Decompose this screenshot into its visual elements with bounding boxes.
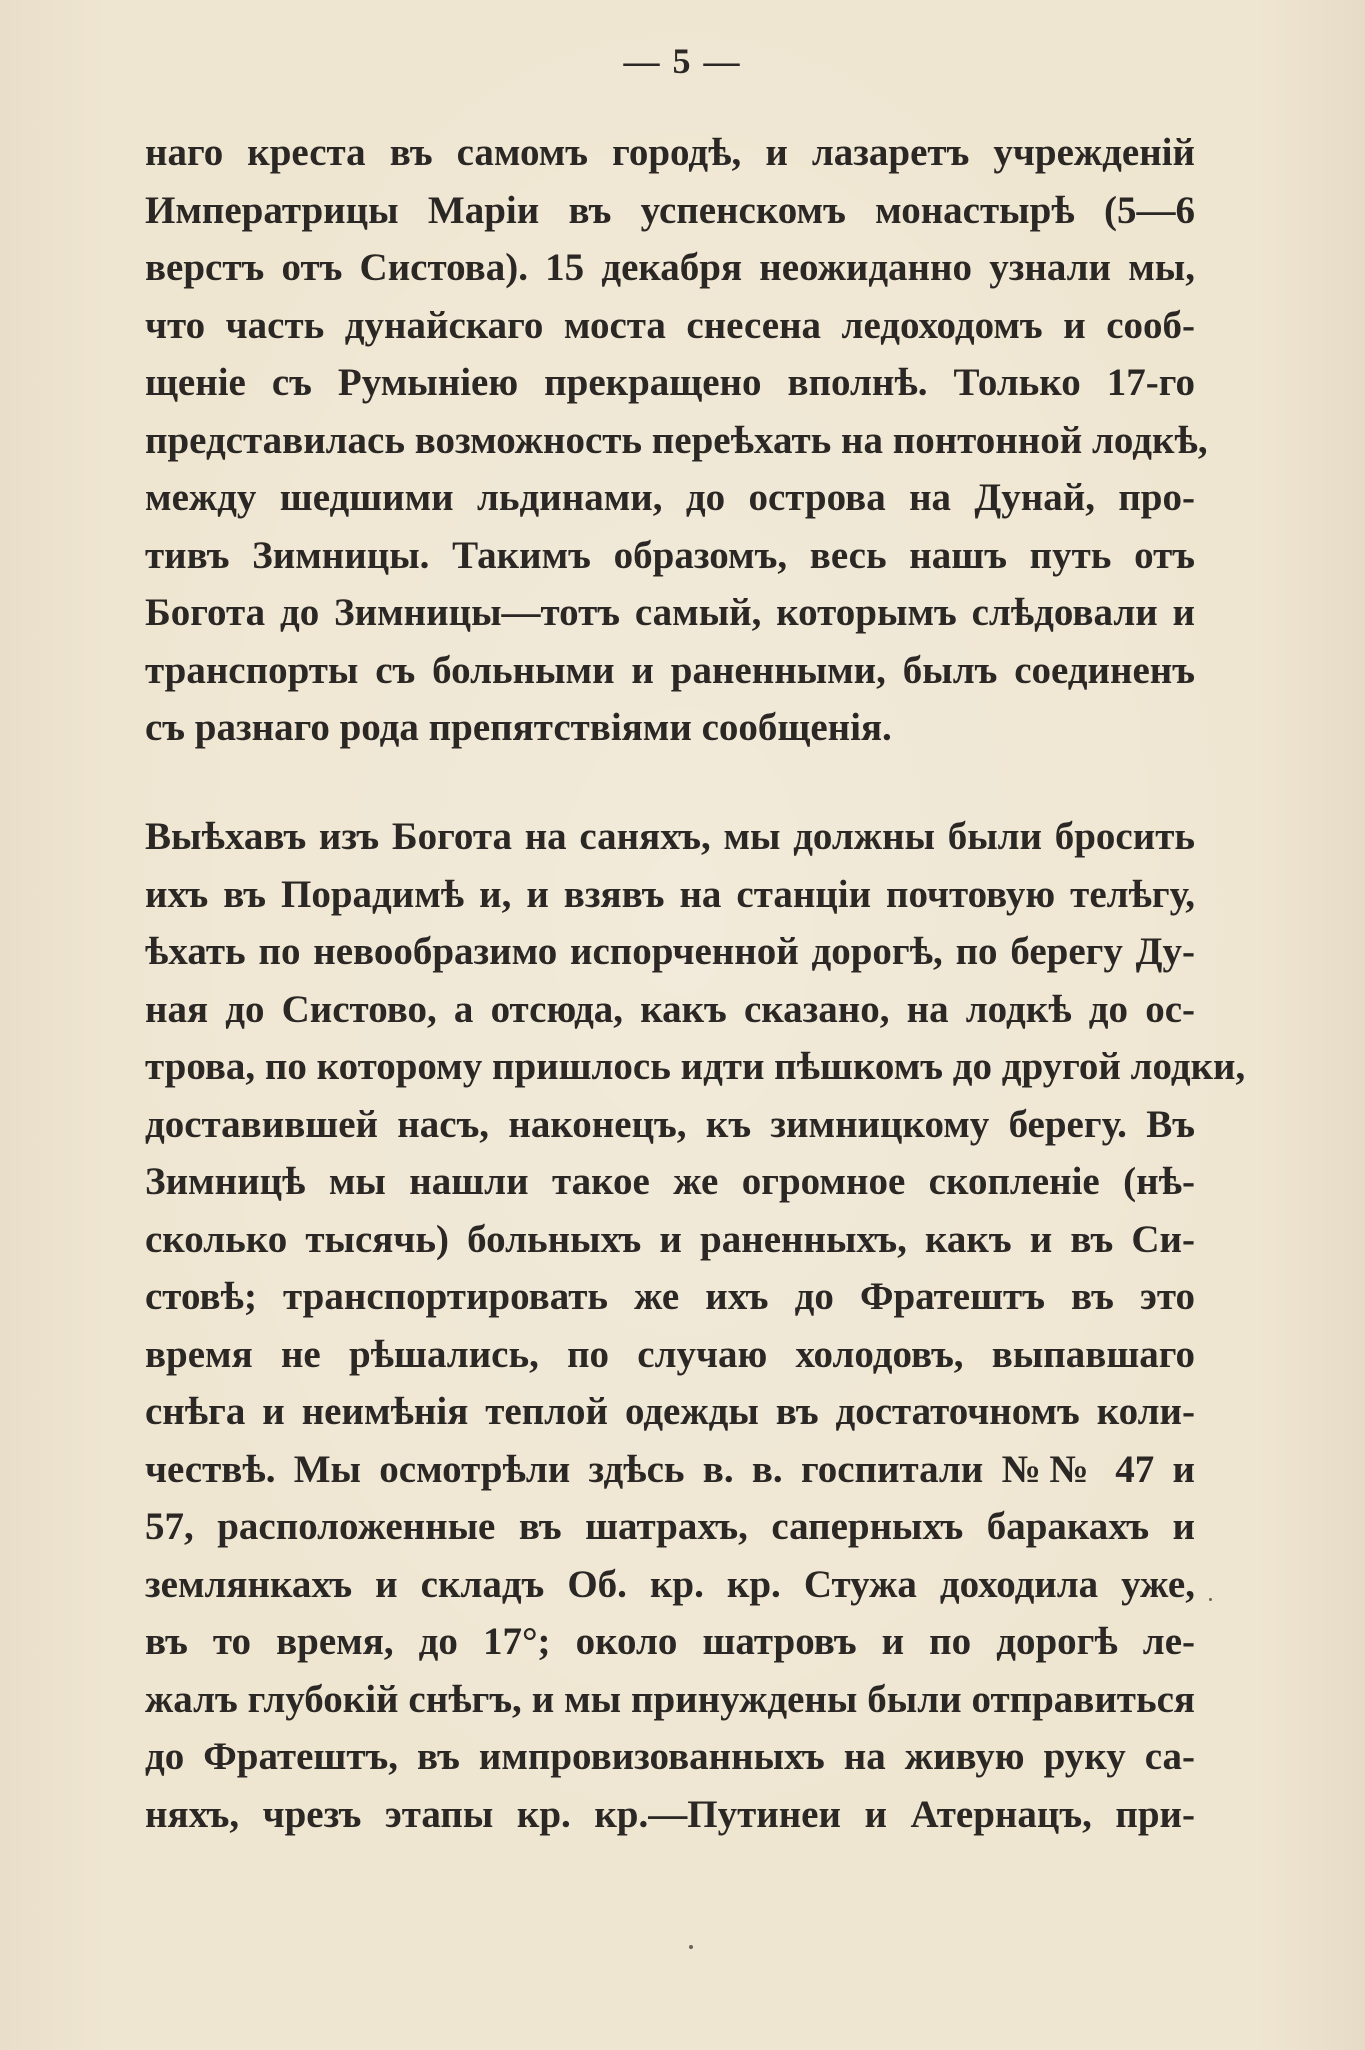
text-line: между шедшими льдинами, до острова на Дунай, про- bbox=[145, 476, 1195, 519]
text-line: транспорты съ больными и раненными, былъ соединенъ bbox=[145, 648, 1195, 692]
paper-speck bbox=[689, 1945, 693, 1949]
text-line: до Фратештъ, въ импровизованныхъ на живую руку са- bbox=[145, 1735, 1195, 1778]
text-line: время не рѣшались, по случаю холодовъ, выпавшаго bbox=[145, 1332, 1195, 1376]
paragraph-2 bbox=[145, 808, 1246, 1843]
text-line: снѣга и неимѣнія теплой одежды въ достаточномъ коли- bbox=[145, 1390, 1195, 1433]
text-line: щеніе съ Румыніею прекращено вполнѣ. Только 17-го bbox=[145, 361, 1195, 404]
text-line: Выѣхавъ изъ Богота на саняхъ, мы должны были бросить bbox=[145, 815, 1195, 858]
text-line: представилась возможность переѣхать на понтонной лодкѣ, bbox=[145, 418, 1208, 462]
text-line: ихъ въ Порадимѣ и, и взявъ на станціи почтовую телѣгу, bbox=[145, 872, 1195, 916]
text-line: верстъ отъ Систова). 15 декабря неожиданно узнали мы, bbox=[145, 246, 1195, 289]
text-line: жалъ глубокій снѣгъ, и мы принуждены были отправиться bbox=[145, 1677, 1195, 1721]
text-line: ная до Систово, а отсюда, какъ сказано, на лодкѣ до ос- bbox=[145, 987, 1195, 1031]
text-line: ѣхать по невообразимо испорченной дорогѣ, по берегу Ду- bbox=[145, 930, 1195, 973]
text-line: сколько тысячь) больныхъ и раненныхъ, какъ и въ Си- bbox=[145, 1217, 1195, 1261]
text-line: что часть дунайскаго моста снесена ледоходомъ и сооб- bbox=[145, 303, 1195, 347]
text-line: съ разнаго рода препятствіями сообщенія. bbox=[145, 706, 892, 749]
paragraph-1 bbox=[145, 124, 1208, 757]
text-line: наго креста въ самомъ городѣ, и лазаретъ учрежденій bbox=[145, 131, 1195, 174]
paper-speck bbox=[1209, 1598, 1212, 1601]
text-line: Богота до Зимницы—тотъ самый, которымъ слѣдовали и bbox=[145, 591, 1195, 634]
text-line: землянкахъ и складъ Об. кр. кр. Стужа доходила уже, bbox=[145, 1562, 1195, 1606]
text-line: чествѣ. Мы осмотрѣли здѣсь в. в. госпитали №№ 47 и bbox=[145, 1447, 1195, 1491]
text-line: Зимницѣ мы нашли такое же огромное скопленіе (нѣ- bbox=[145, 1160, 1195, 1203]
text-line: тивъ Зимницы. Такимъ образомъ, весь нашъ путь отъ bbox=[145, 533, 1195, 577]
text-line: доставившей насъ, наконецъ, къ зимницкому берегу. Въ bbox=[145, 1102, 1195, 1146]
text-line: Императрицы Маріи въ успенскомъ монастырѣ (5—6 bbox=[145, 188, 1195, 232]
text-line: 57, расположенные въ шатрахъ, саперныхъ баракахъ и bbox=[145, 1505, 1195, 1548]
text-line: трова, по которому пришлось идти пѣшкомъ до другой лодки, bbox=[145, 1045, 1246, 1088]
page-number: — 5 — bbox=[623, 41, 742, 81]
text-line: стовѣ; транспортировать же ихъ до Фратештъ въ это bbox=[145, 1275, 1195, 1318]
text-line: въ то время, до 17°; около шатровъ и по дорогѣ ле- bbox=[145, 1620, 1195, 1663]
text-line: няхъ, чрезъ этапы кр. кр.—Путинеи и Атернацъ, при- bbox=[145, 1792, 1195, 1836]
